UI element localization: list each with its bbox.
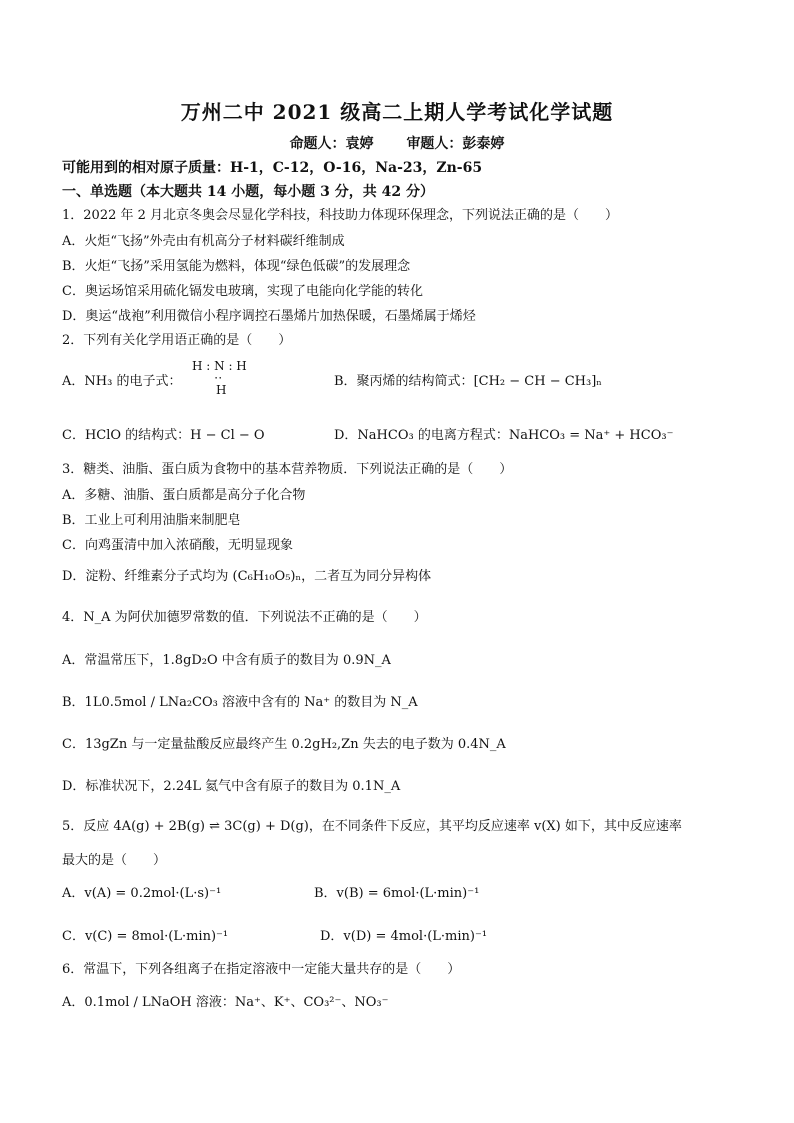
q4-stem: 4．N_A 为阿伏加德罗常数的值．下列说法不正确的是（ ） (62, 610, 427, 625)
q4-option-d: D．标准状况下，2.24L 氦气中含有原子的数目为 0.1N_A (62, 779, 401, 794)
q3-stem: 3．糖类、油脂、蛋白质为食物中的基本营养物质．下列说法正确的是（ ） (62, 462, 513, 477)
q4-option-a: A．常温常压下，1.8gD₂O 中含有质子的数目为 0.9N_A (62, 653, 391, 668)
q2-option-b (334, 373, 602, 391)
authors-line (0, 133, 794, 153)
lewis-row-bot: H (216, 383, 227, 397)
q3-option-d: D．淀粉、纤维素分子式均为 (C₆H₁₀O₅)ₙ，二者互为同分异构体 (62, 569, 432, 584)
q2-option-a: A．NH₃ 的电子式： (62, 374, 182, 389)
q4-option-b: B．1L0.5mol / LNa₂CO₃ 溶液中含有的 Na⁺ 的数目为 N_A (62, 695, 418, 710)
q2-option-d: D．NaHCO₃ 的电离方程式：NaHCO₃ = Na⁺ + HCO₃⁻ (334, 428, 674, 443)
q6-option-a: A．0.1mol / LNaOH 溶液：Na⁺、K⁺、CO₃²⁻、NO₃⁻ (62, 995, 389, 1010)
q2-option-b-label: B．聚丙烯的结构简式： (334, 374, 474, 389)
q3-option-a: A．多糖、油脂、蛋白质都是高分子化合物 (62, 488, 306, 503)
lewis-row-mid: ⋅⋅ (214, 371, 223, 385)
q5-stem-line1: 5．反应 4A(g) + 2B(g) ⇌ 3C(g) + D(g)，在不同条件下反应，其平均反应速率 v(X) 如下，其中反应速率 (62, 819, 682, 834)
q5-stem-line2: 最大的是（ ） (62, 853, 167, 868)
reviewer: 审题人：彭泰婷 (406, 136, 505, 152)
q4-option-c: C．13gZn 与一定量盐酸反应最终产生 0.2gH₂,Zn 失去的电子数为 0.4N_A (62, 737, 506, 752)
q3-option-c: C．向鸡蛋清中加入浓硝酸，无明显现象 (62, 538, 293, 553)
section-heading: 一、单选题（本大题共 14 小题，每小题 3 分，共 42 分） (62, 184, 434, 200)
atomic-masses: 可能用到的相对原子质量：H-1，C-12，O-16，Na-23，Zn-65 (62, 160, 483, 176)
q1-option-c: C．奥运场馆采用硫化镉发电玻璃，实现了电能向化学能的转化 (62, 284, 423, 299)
q6-stem: 6．常温下，下列各组离子在指定溶液中一定能大量共存的是（ ） (62, 962, 461, 977)
q3-option-b: B．工业上可利用油脂来制肥皂 (62, 513, 241, 528)
q5-option-c: C．v(C) = 8mol·(L·min)⁻¹ (62, 929, 229, 944)
setter: 命题人：袁婷 (289, 136, 374, 152)
page-title: 万州二中 2021 级高二上期人学考试化学试题 (180, 100, 614, 124)
lewis-row-top: H : N : H (192, 359, 247, 373)
q1-option-a: A．火炬“飞扬”外壳由有机高分子材料碳纤维制成 (62, 234, 345, 249)
q1-option-d: D．奥运“战袍”利用微信小程序调控石墨烯片加热保暖，石墨烯属于烯烃 (62, 309, 476, 324)
polypropylene-formula: [CH₂ − CH − CH₃]ₙ (473, 374, 602, 389)
q5-option-b: B．v(B) = 6mol·(L·min)⁻¹ (314, 886, 480, 901)
q1-option-b: B．火炬“飞扬”采用氢能为燃料，体现“绿色低碳”的发展理念 (62, 259, 411, 274)
q5-option-d: D．v(D) = 4mol·(L·min)⁻¹ (320, 929, 488, 944)
q5-option-a: A．v(A) = 0.2mol·(L·s)⁻¹ (62, 886, 222, 901)
nh3-lewis-structure (192, 360, 252, 396)
q2-stem: 2．下列有关化学用语正确的是（ ） (62, 333, 292, 348)
q1-stem: 1．2022 年 2 月北京冬奥会尽显化学科技，科技助力体现环保理念，下列说法正确的是（ ） (62, 208, 619, 223)
q2-option-c: C．HClO 的结构式：H − Cl − O (62, 428, 265, 443)
